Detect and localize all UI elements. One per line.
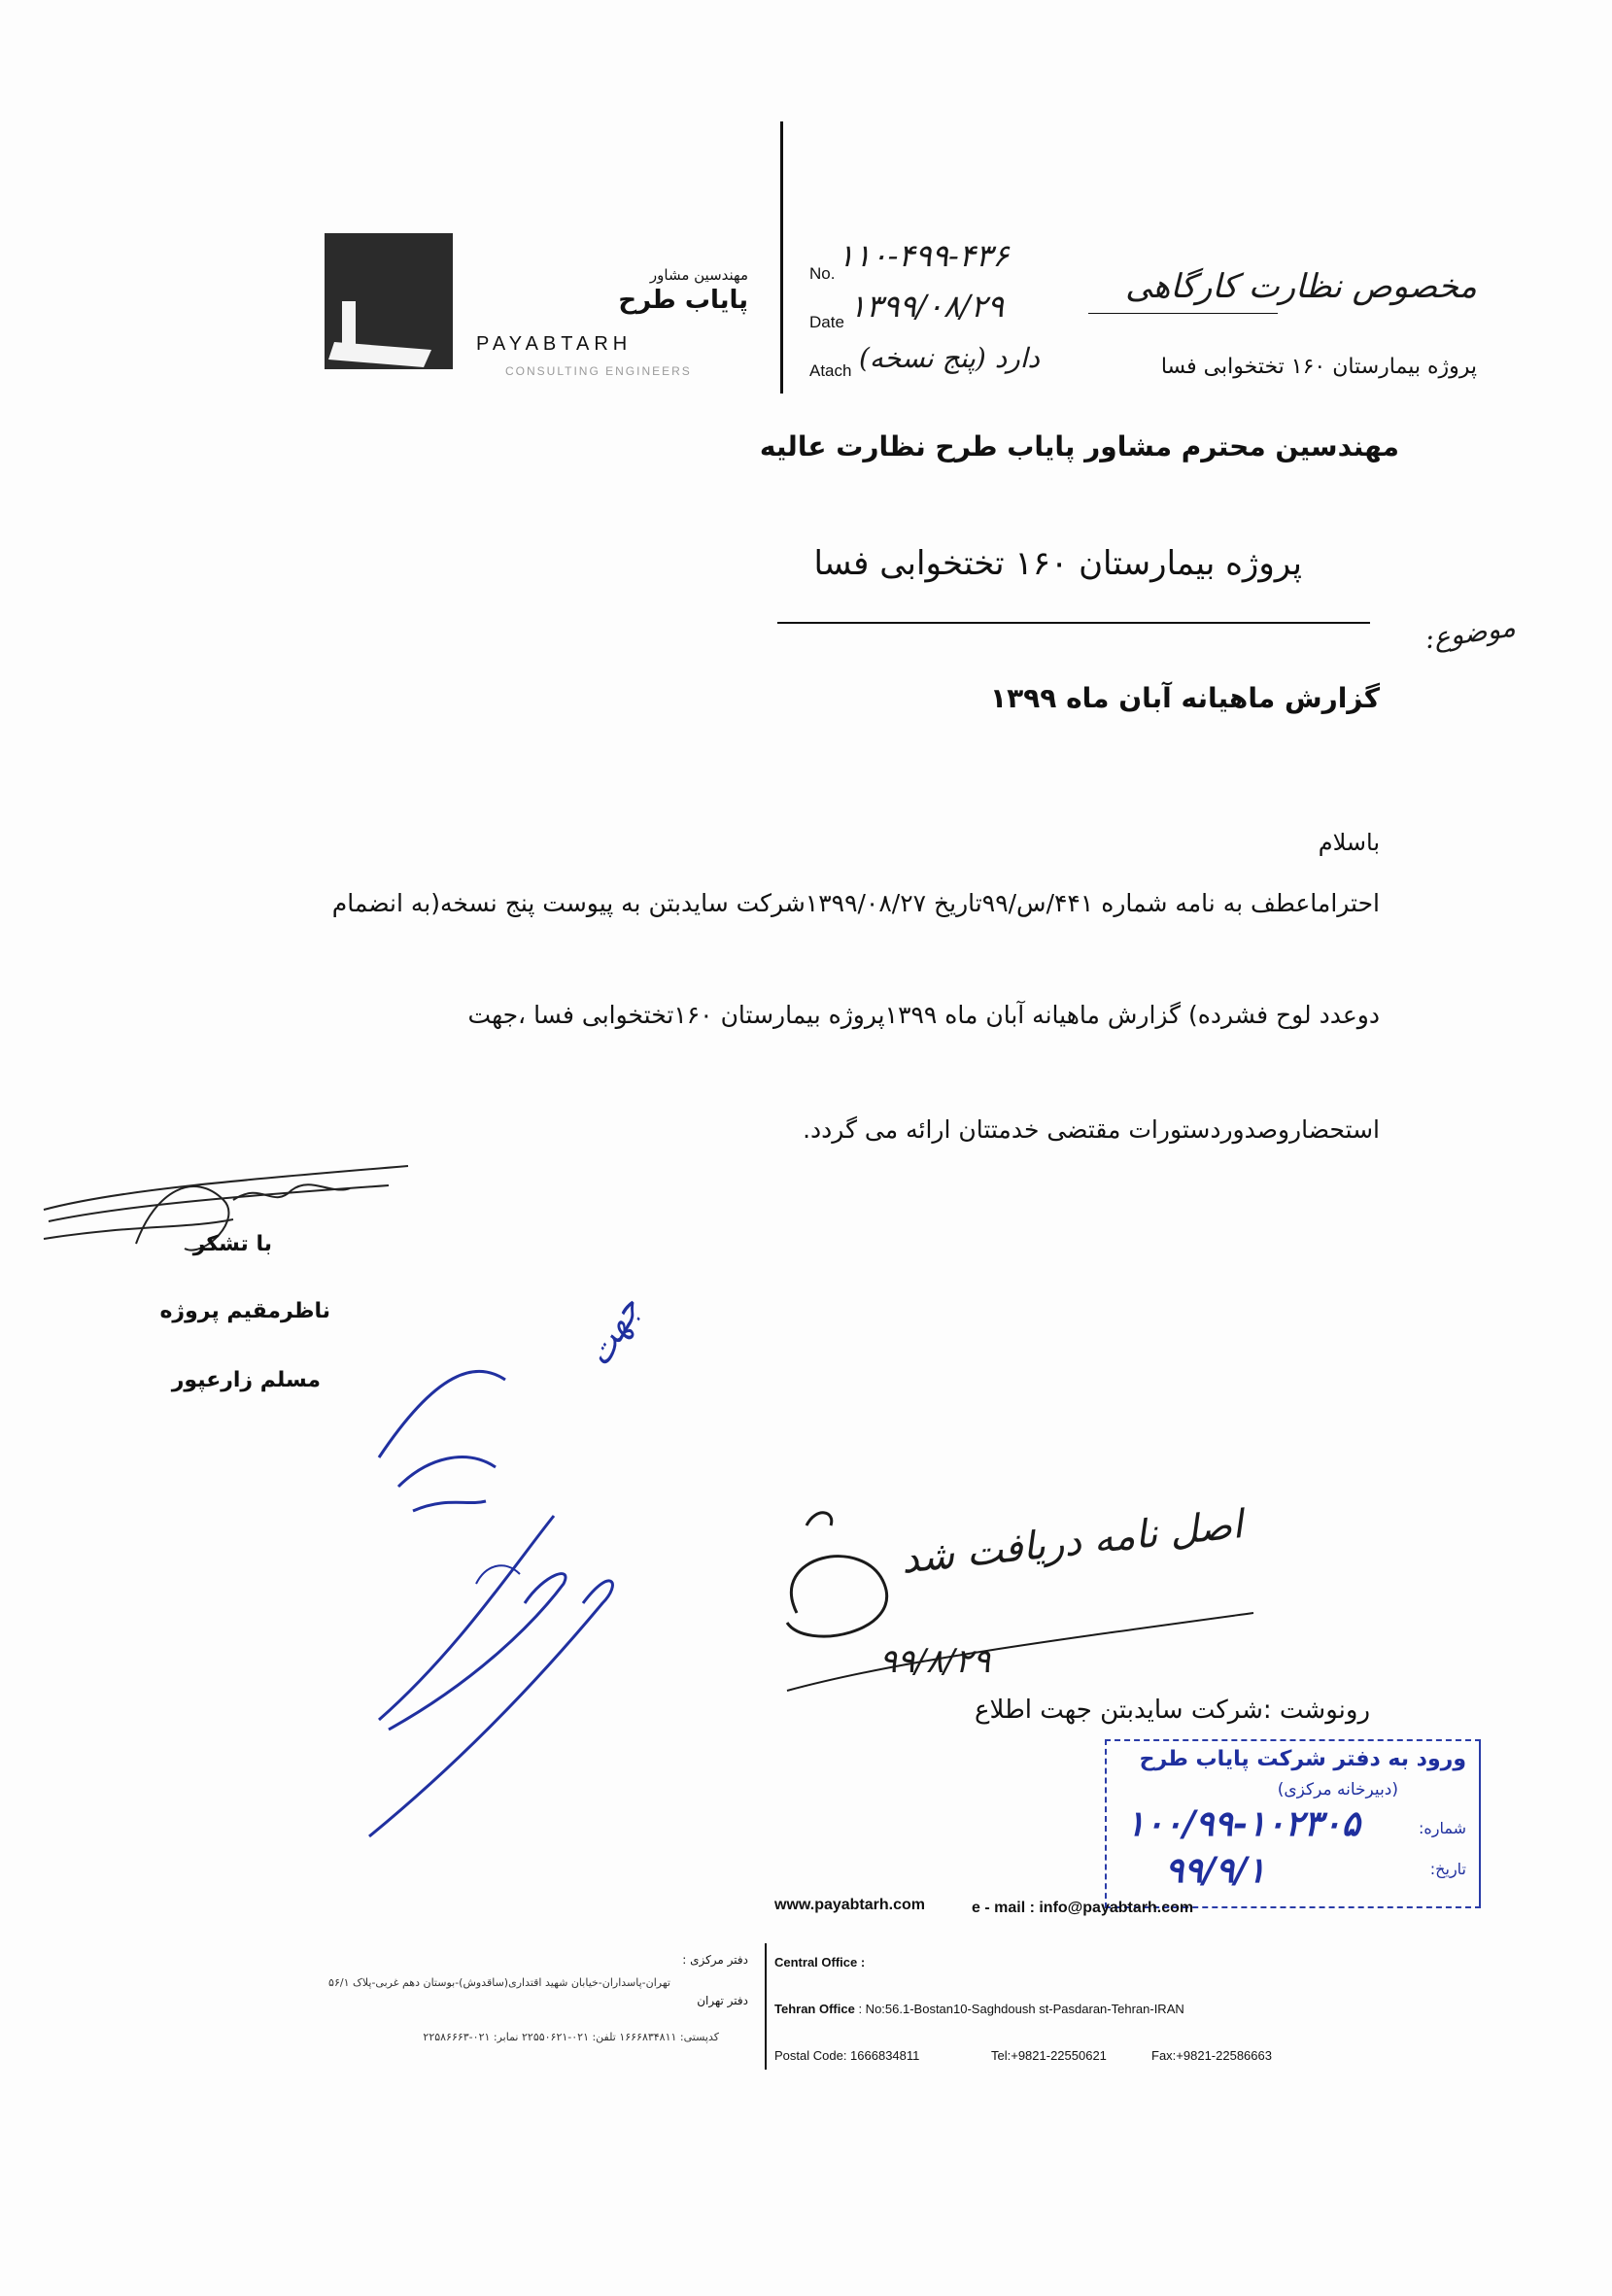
stamp-number-value: ۱۰۰/۹۹-۱۰۲۳۰۵ [1126, 1803, 1360, 1844]
footer-tehran-en-address: : No:56.1-Bostan10-Saghdoush st-Pasdaran-Tehran-IRAN [854, 2002, 1184, 2016]
body-greeting: باسلام [1318, 829, 1380, 856]
footer-fax-en: Fax:+9821-22586663 [1151, 2048, 1272, 2063]
title-underline [777, 622, 1370, 624]
logo-mark-icon [325, 233, 453, 369]
addressee: مهندسین محترم مشاور پایاب طرح نظارت عالیه [759, 430, 1399, 463]
closing-thanks: با تشکر [192, 1232, 272, 1256]
stamp-date-value: ۹۹/۹/۱ [1165, 1850, 1266, 1891]
company-logo [325, 233, 453, 369]
blue-handwritten-note: جهت [578, 1290, 649, 1374]
closing-role: ناظرمقیم پروژه [159, 1299, 330, 1323]
project-title: پروژه بیمارستان ۱۶۰ تختخوابی فسا [813, 544, 1302, 583]
body-line-2: دوعدد لوح فشرده) گزارش ماهیانه آبان ماه ۱۳۹۹پروژه بیمارستان ۱۶۰تختخوابی فسا ،جهت [467, 1001, 1380, 1029]
subject: گزارش ماهیانه آبان ماه ۱۳۹۹ [989, 682, 1380, 714]
footer-website[interactable]: www.payabtarh.com [774, 1897, 925, 1913]
stamp-title: ورود به دفتر شرکت پایاب طرح [1139, 1747, 1466, 1771]
supervision-underline [1088, 313, 1278, 314]
cc-line: رونوشت :شرکت سایدبتن جهت اطلاع [975, 1696, 1370, 1725]
signature-scribble-icon [39, 1151, 418, 1278]
footer-central-en: Central Office : [774, 1955, 866, 1970]
body-line-1: احتراماعطف به نامه شماره ۴۴۱/س/۹۹تاریخ ۱۳۹۹/۰۸/۲۷شرکت سایدبتن به پیوست پنج نسخه(به انضمام [331, 889, 1380, 917]
footer-tel-en: Tel:+9821-22550621 [991, 2048, 1107, 2063]
header-project-small: پروژه بیمارستان ۱۶۰ تختخوابی فسا [1160, 355, 1477, 379]
footer-tehran-en [774, 2002, 1184, 2016]
meta-attach-value: دارد (پنج نسخه) [858, 342, 1040, 374]
received-date: ۹۹/۸/۲۹ [879, 1642, 991, 1681]
letterhead-company-top: مهندسین مشاور [649, 266, 748, 284]
footer-postal-en: Postal Code: 1666834811 [774, 2048, 920, 2063]
closing-name: مسلم زارعپور [171, 1368, 321, 1392]
footer-tehran-en-label: Tehran Office [774, 2002, 855, 2016]
meta-attach-label: Atach [809, 361, 852, 380]
meta-date-label: Date [809, 313, 844, 331]
letterhead-subtitle-en: CONSULTING ENGINEERS [505, 364, 692, 378]
meta-date-value: ۱۳۹۹/۰۸/۲۹ [849, 288, 1005, 325]
footer-tehran-address-fa: تهران-پاسداران-خیابان شهید اقتداری(ساقدوش)-بوستان دهم غربی-پلاک ۵۶/۱ [328, 1976, 670, 1989]
meta-no-value: ۱۱۰-۴۹۹-۴۳۶ [838, 237, 1010, 274]
received-note: اصل نامه دریافت شد [899, 1502, 1246, 1583]
meta-no-label: No. [809, 264, 836, 283]
footer-postal-fa: کدپستی: ۱۶۶۶۸۳۴۸۱۱ تلفن: ۰۲۱-۲۲۵۵۰۶۲۱ نمابر: ۰۲۱-۲۲۵۸۶۶۶۳ [423, 2031, 719, 2043]
letterhead-company-fa: پایاب طرح [618, 286, 748, 315]
supervision-title: مخصوص نظارت کارگاهی [1125, 267, 1477, 306]
signature [39, 1151, 418, 1278]
letterhead-company-en: PAYABTARH [476, 333, 633, 355]
stamp-date-label: تاریخ: [1429, 1860, 1466, 1878]
receipt-stamp [1105, 1739, 1481, 1908]
footer-central-label-fa: دفتر مرکزی : [682, 1953, 748, 1967]
footer-tehran-label-fa: دفتر تهران [697, 1994, 748, 2007]
footer-divider [765, 1943, 767, 2070]
header-divider [780, 121, 783, 394]
stamp-number-label: شماره: [1418, 1819, 1466, 1837]
footer-email[interactable]: e - mail : info@payabtarh.com [972, 1900, 1194, 1916]
stamp-subtitle: (دبیرخانه مرکزی) [1277, 1780, 1398, 1799]
body-line-3: استحضاروصدوردستورات مقتضی خدمتتان ارائه می گردد. [803, 1115, 1380, 1144]
subject-handwritten: موضوع: [1423, 610, 1518, 656]
